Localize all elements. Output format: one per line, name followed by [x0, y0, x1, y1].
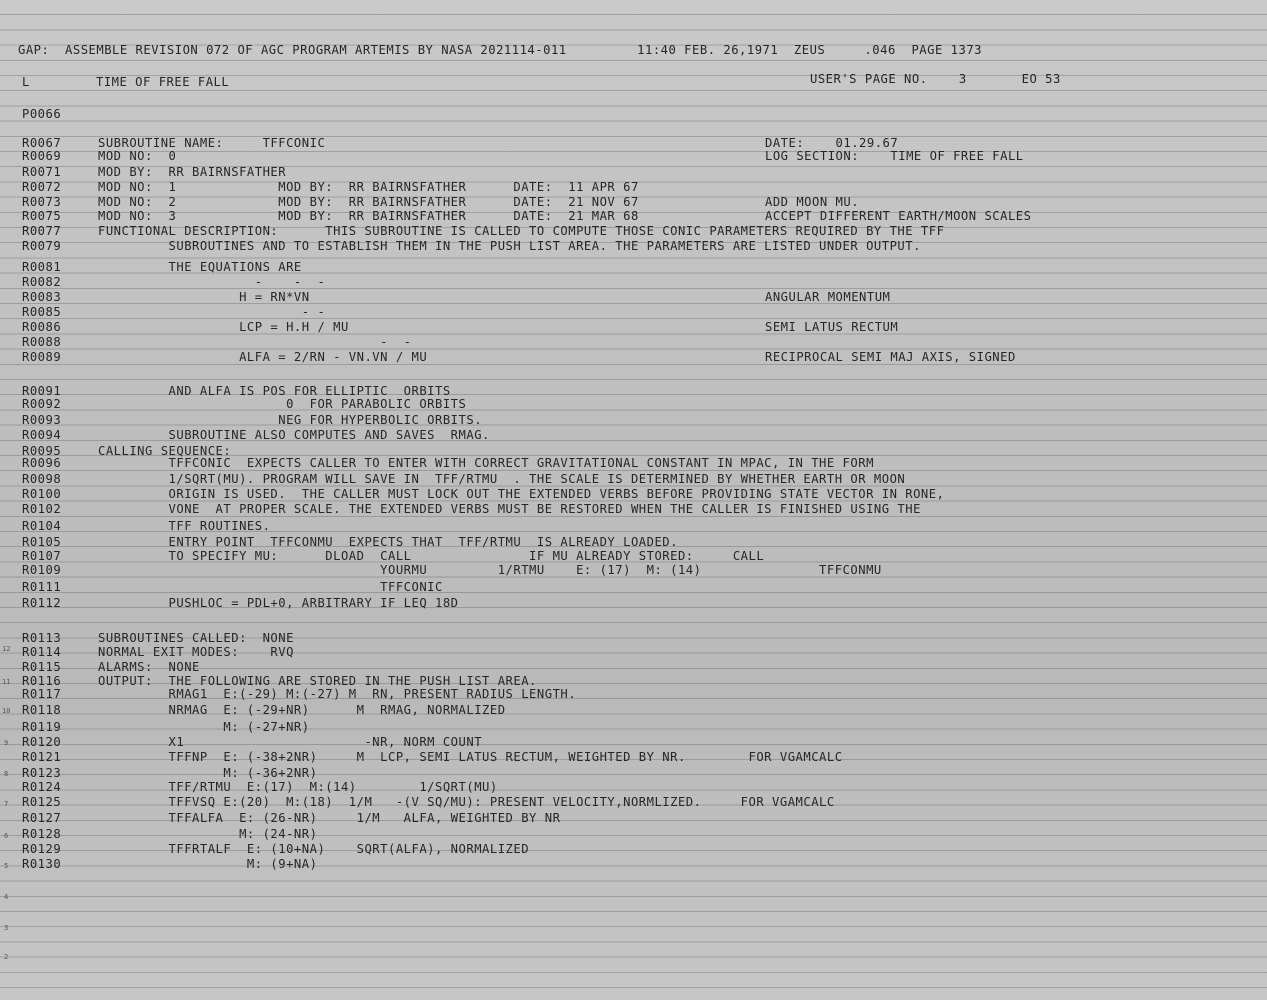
line-text: TFFVSQ E:(20) M:(18) 1/M -(V SQ/MU): PRESENT VELOCITY,NORMLIZED. FOR VGAMCALC: [98, 794, 835, 810]
line-tag: R0102: [22, 501, 62, 517]
line-text: MOD BY: RR BAIRNSFATHER: [98, 164, 287, 180]
line-tag: R0085: [22, 304, 62, 320]
line-text: M: (24-NR): [98, 826, 318, 842]
line-text: OUTPUT: THE FOLLOWING ARE STORED IN THE PUSH LIST AREA.: [98, 673, 537, 689]
line-tag: R0095: [22, 443, 62, 459]
line-tag: R0067: [22, 135, 62, 151]
line-text: SUBROUTINES CALLED: NONE: [98, 630, 294, 646]
line-text: 0 FOR PARABOLIC ORBITS: [98, 396, 467, 412]
line-tag: R0079: [22, 238, 62, 254]
line-text: - -: [98, 334, 412, 350]
line-tag: R0088: [22, 334, 62, 350]
line-tag: R0116: [22, 673, 62, 689]
listing-type-mark: L: [22, 74, 30, 90]
line-tag: R0098: [22, 471, 62, 487]
line-tag: R0118: [22, 702, 62, 718]
line-tag: R0083: [22, 289, 62, 305]
line-tag: R0128: [22, 826, 62, 842]
line-tag: R0113: [22, 630, 62, 646]
line-text: FUNCTIONAL DESCRIPTION: THIS SUBROUTINE IS CALLED TO COMPUTE THOSE CONIC PARAMETERS REQUIRED BY THE TFF: [98, 223, 945, 239]
line-right-comment: SEMI LATUS RECTUM: [765, 319, 899, 335]
line-tag: R0105: [22, 534, 62, 550]
line-text: RMAG1 E:(-29) M:(-27) M RN, PRESENT RADIUS LENGTH.: [98, 686, 577, 702]
line-tag: R0117: [22, 686, 62, 702]
line-tag: R0072: [22, 179, 62, 195]
line-tag: R0094: [22, 427, 62, 443]
line-text: SUBROUTINE ALSO COMPUTES AND SAVES RMAG.: [98, 427, 490, 443]
line-tag: R0086: [22, 319, 62, 335]
line-tag: R0089: [22, 349, 62, 365]
line-text: - - -: [98, 274, 326, 290]
line-text: MOD NO: 3 MOD BY: RR BAIRNSFATHER DATE: 21 MAR 68: [98, 208, 639, 224]
line-tag: R0120: [22, 734, 62, 750]
line-tag: R0091: [22, 383, 62, 399]
line-tag: R0115: [22, 659, 62, 675]
line-text: NEG FOR HYPERBOLIC ORBITS.: [98, 412, 483, 428]
line-right-comment: LOG SECTION: TIME OF FREE FALL: [765, 148, 1024, 164]
line-right-comment: RECIPROCAL SEMI MAJ AXIS, SIGNED: [765, 349, 1016, 365]
line-tag: R0077: [22, 223, 62, 239]
line-tag: R0104: [22, 518, 62, 534]
line-tag: R0123: [22, 765, 62, 781]
line-tag: R0129: [22, 841, 62, 857]
line-text: LCP = H.H / MU: [98, 319, 349, 335]
line-text: M: (9+NA): [98, 856, 318, 872]
line-tag: R0069: [22, 148, 62, 164]
line-text: ORIGIN IS USED. THE CALLER MUST LOCK OUT THE EXTENDED VERBS BEFORE PROVIDING STATE VECTOR IN RONE,: [98, 486, 945, 502]
line-right-comment: ADD MOON MU.: [765, 194, 860, 210]
line-tag: R0127: [22, 810, 62, 826]
line-text: NRMAG E: (-29+NR) M RMAG, NORMALIZED: [98, 702, 506, 718]
line-tag: R0121: [22, 749, 62, 765]
line-text: MOD NO: 2 MOD BY: RR BAIRNSFATHER DATE: 21 NOV 67: [98, 194, 639, 210]
page-tag: P0066: [22, 106, 62, 122]
line-text: 1/SQRT(MU). PROGRAM WILL SAVE IN TFF/RTMU . THE SCALE IS DETERMINED BY WHETHER EARTH OR MOON: [98, 471, 906, 487]
line-text: NORMAL EXIT MODES: RVQ: [98, 644, 294, 660]
line-text: H = RN*VN: [98, 289, 310, 305]
line-text: AND ALFA IS POS FOR ELLIPTIC ORBITS: [98, 383, 451, 399]
line-right-comment: ANGULAR MOMENTUM: [765, 289, 891, 305]
line-text: TFF/RTMU E:(17) M:(14) 1/SQRT(MU): [98, 779, 498, 795]
line-text: TFFNP E: (-38+2NR) M LCP, SEMI LATUS RECTUM, WEIGHTED BY NR. FOR VGAMCALC: [98, 749, 843, 765]
line-tag: R0082: [22, 274, 62, 290]
line-tag: R0124: [22, 779, 62, 795]
line-text: ENTRY POINT TFFCONMU EXPECTS THAT TFF/RTMU IS ALREADY LOADED.: [98, 534, 678, 550]
line-text: TFFALFA E: (26-NR) 1/M ALFA, WEIGHTED BY NR: [98, 810, 561, 826]
header-line: GAP: ASSEMBLE REVISION 072 OF AGC PROGRAM ARTEMIS BY NASA 2021114-011 11:40 FEB. 26,1971 ZEUS .046 PAGE 1373: [18, 42, 983, 58]
line-right-comment: DATE: 01.29.67: [765, 135, 899, 151]
line-text: - -: [98, 304, 326, 320]
line-text: X1 -NR, NORM COUNT: [98, 734, 483, 750]
printout-page: GAP: ASSEMBLE REVISION 072 OF AGC PROGRAM ARTEMIS BY NASA 2021114-011 11:40 FEB. 26,1971 ZEUS .046 PAGE 1373 L TIME OF FREE FALL USER'S PAGE NO. 3 EO 53 P0066 R0067 SUBROUTINE NAME: TFFCONIC DATE: 01.29.67 R0069 MOD NO: 0 LOG SECTION: TIME OF FREE FALL R0071 MOD BY: RR BAIRNSFATHER R0072 MOD NO: 1 MOD BY: RR BAIRNSFATHER DATE: 11 APR 67 R0073 MOD NO: 2 MOD BY: RR BAIRNSFATHER DATE: 21 NOV 67 ADD MOON MU. R0075 MOD NO: 3 MOD BY: RR BAIRNSFATHER DATE: 21 MAR 68 ACCEPT DIFFERENT EARTH/MOON SCALES R0077 FUNCTIONAL DESCRIPTION: THIS SUBROUTINE IS CALLED TO COMPUTE THOSE CONIC PARAMETERS REQUIRED BY THE TFF R0079 SUBROUTINES AND TO ESTABLISH THEM IN THE PUSH LIST AREA. THE PARAMETERS ARE LISTED UNDER OUTPUT. R0081 THE EQUATIONS ARE R0082 - - - R0083 H = RN*VN ANGULAR MOMENTUM R0085 - - R0086 LCP = H.H / MU SEMI LATUS RECTUM R0088 - - R0089 ALFA = 2/RN - VN.VN / MU RECIPROCAL SEMI MAJ AXIS, SIGNED R0091 AND ALFA IS POS FOR ELLIPTIC ORBITS R0092 0 FOR PARABOLIC ORBITS R0093 NEG FOR HYPERBOLIC ORBITS. R0094 SUBROUTINE ALSO COMPUTES AND SAVES RMAG. R0095 CALLING SEQUENCE: R0096 TFFCONIC EXPECTS CALLER TO ENTER WITH CORRECT GRAVITATIONAL CONSTANT IN MPAC, IN THE FORM R0098 1/SQRT(MU). PROGRAM WILL SAVE IN TFF/RTMU . THE SCALE IS DETERMINED BY WHETHER EARTH OR MOON R0100 ORIGIN IS USED. THE CALLER MUST LOCK OUT THE EXTENDED VERBS BEFORE PROVIDING STATE VECTOR IN RONE, R0102 VONE AT PROPER SCALE. THE EXTENDED VERBS MUST BE RESTORED WHEN THE CALLER IS FINISHED USING THE R0104 TFF ROUTINES. R0105 ENTRY POINT TFFCONMU EXPECTS THAT TFF/RTMU IS ALREADY LOADED. R0107 TO SPECIFY MU: DLOAD CALL IF MU ALREADY STORED: CALL R0109 YOURMU 1/RTMU E: (17) M: (14) TFFCONMU R0111 TFFCONIC R0112 PUSHLOC = PDL+0, ARBITRARY IF LEQ 18D R0113 SUBROUTINES CALLED: NONE R0114 NORMAL EXIT MODES: RVQ R0115 ALARMS: NONE R0116 OUTPUT: THE FOLLOWING ARE STORED IN THE PUSH LIST AREA. R0117 RMAG1 E:(-29) M:(-27) M RN, PRESENT RADIUS LENGTH. R0118 NRMAG E: (-29+NR) M RMAG, NORMALIZED R0119 M: (-27+NR) R0120 X1 -NR, NORM COUNT R0121 TFFNP E: (-38+2NR) M LCP, SEMI LATUS RECTUM, WEIGHTED BY NR. FOR VGAMCALC R0123 M: (-36+2NR) R0124 TFF/RTMU E:(17) M:(14) 1/SQRT(MU) R0125 TFFVSQ E:(20) M:(18) 1/M -(V SQ/MU): PRESENT VELOCITY,NORMLIZED. FOR VGAMCALC R0127 TFFALFA E: (26-NR) 1/M ALFA, WEIGHTED BY NR R0128 M: (24-NR) R0129 TFFRTALF E: (10+NA) SQRT(ALFA), NORMALIZED R0130 M: (9+NA) 12 11 10 9 8 7 6 5 4 3 2: [0, 0, 1267, 1000]
line-text: TFFRTALF E: (10+NA) SQRT(ALFA), NORMALIZED: [98, 841, 530, 857]
line-tag: R0100: [22, 486, 62, 502]
line-text: ALARMS: NONE: [98, 659, 200, 675]
line-tag: R0109: [22, 562, 62, 578]
line-text: TO SPECIFY MU: DLOAD CALL IF MU ALREADY STORED: CALL: [98, 548, 765, 564]
line-text: YOURMU 1/RTMU E: (17) M: (14) TFFCONMU: [98, 562, 882, 578]
line-tag: R0111: [22, 579, 62, 595]
line-text: TFF ROUTINES.: [98, 518, 271, 534]
line-tag: R0130: [22, 856, 62, 872]
line-text: MOD NO: 1 MOD BY: RR BAIRNSFATHER DATE: 11 APR 67: [98, 179, 639, 195]
page-title: TIME OF FREE FALL: [96, 74, 230, 90]
line-tag: R0114: [22, 644, 62, 660]
line-tag: R0071: [22, 164, 62, 180]
line-text: SUBROUTINE NAME: TFFCONIC: [98, 135, 326, 151]
line-tag: R0096: [22, 455, 62, 471]
line-tag: R0112: [22, 595, 62, 611]
line-text: TFFCONIC EXPECTS CALLER TO ENTER WITH CORRECT GRAVITATIONAL CONSTANT IN MPAC, IN THE FORM: [98, 455, 874, 471]
line-tag: R0107: [22, 548, 62, 564]
line-right-comment: ACCEPT DIFFERENT EARTH/MOON SCALES: [765, 208, 1032, 224]
line-tag: R0119: [22, 719, 62, 735]
line-text: ALFA = 2/RN - VN.VN / MU: [98, 349, 428, 365]
line-text: M: (-27+NR): [98, 719, 310, 735]
line-text: SUBROUTINES AND TO ESTABLISH THEM IN THE PUSH LIST AREA. THE PARAMETERS ARE LISTED UNDER OUTPUT.: [98, 238, 921, 254]
users-page-number: USER'S PAGE NO. 3 EO 53: [810, 71, 1061, 87]
line-text: TFFCONIC: [98, 579, 443, 595]
line-tag: R0075: [22, 208, 62, 224]
line-tag: R0125: [22, 794, 62, 810]
line-text: M: (-36+2NR): [98, 765, 318, 781]
line-text: VONE AT PROPER SCALE. THE EXTENDED VERBS MUST BE RESTORED WHEN THE CALLER IS FINISHED USING THE: [98, 501, 921, 517]
line-tag: R0093: [22, 412, 62, 428]
line-tag: R0073: [22, 194, 62, 210]
line-text: THE EQUATIONS ARE: [98, 259, 302, 275]
line-text: MOD NO: 0: [98, 148, 177, 164]
line-text: CALLING SEQUENCE:: [98, 443, 232, 459]
line-tag: R0092: [22, 396, 62, 412]
line-text: PUSHLOC = PDL+0, ARBITRARY IF LEQ 18D: [98, 595, 459, 611]
line-tag: R0081: [22, 259, 62, 275]
